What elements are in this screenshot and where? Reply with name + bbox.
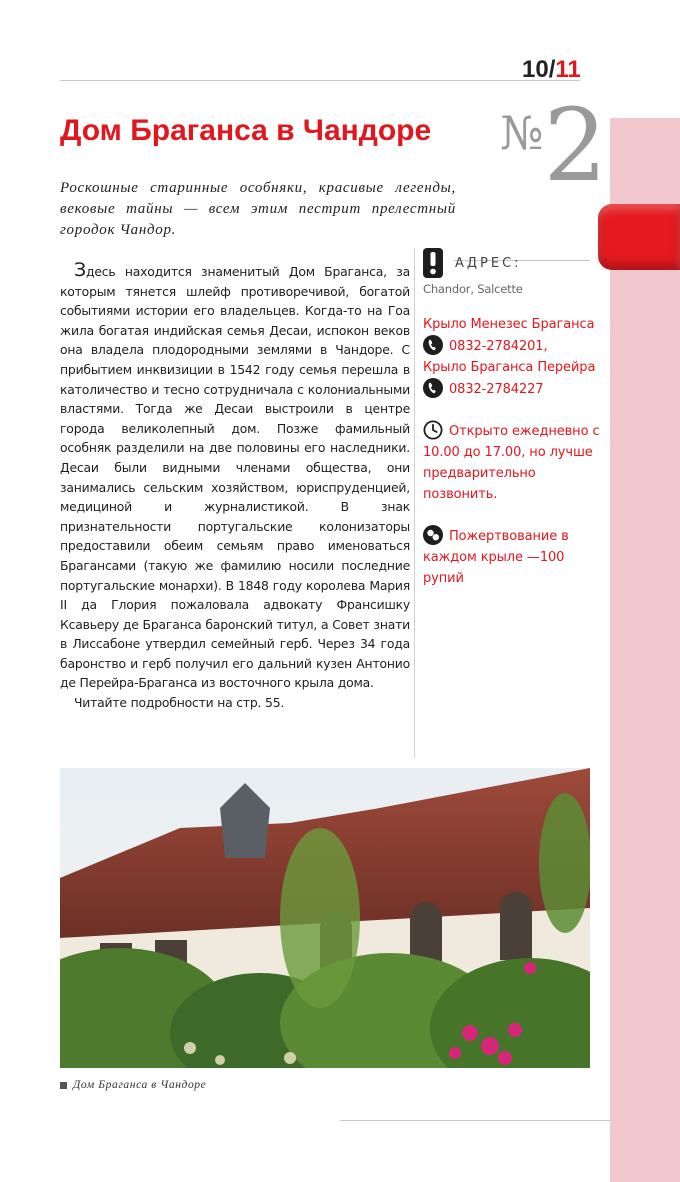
info-sidebar (423, 248, 603, 589)
wing-name: Крыло Браганса Перейра (423, 360, 596, 375)
column-divider (414, 248, 415, 758)
page-number-next: 11 (555, 56, 581, 83)
photo-caption-text: Дом Браганса в Чандоре (73, 1079, 207, 1091)
header-rule (60, 80, 580, 81)
page-title: Дом Браганса в Чандоре (60, 114, 432, 147)
contacts (423, 314, 603, 400)
address-heading (423, 248, 603, 278)
main-article (60, 259, 410, 713)
opening-hours (423, 420, 603, 505)
photo-caption (60, 1079, 206, 1091)
phone-icon (423, 335, 443, 355)
article-cross-reference: Читайте подробности на стр. 55. (74, 695, 285, 711)
caption-marker (60, 1082, 67, 1089)
section-thumb-tab[interactable] (598, 204, 680, 270)
phone-line (423, 335, 603, 357)
phone-icon (423, 378, 443, 398)
lead-paragraph: Роскошные старинные особняки, красивые легенды, вековые тайны — всем этим пестрит прелестный городок Чандор. (60, 180, 456, 238)
number-sign: № (500, 106, 544, 160)
footer-rule (340, 1120, 610, 1121)
admission-fee-text: Пожертвование в каждом крыле —100 рупий (423, 529, 569, 586)
page-number (522, 56, 581, 84)
phone-line (423, 378, 603, 400)
admission-fee (423, 525, 603, 589)
phone-number: 0832-2784227 (449, 382, 544, 397)
wing-name: Крыло Менезес Браганса (423, 317, 595, 332)
article-paragraph (60, 259, 410, 693)
phone-number: 0832-2784201, (449, 339, 548, 354)
number-value: 2 (543, 87, 608, 204)
coins-icon (423, 525, 443, 545)
opening-hours-text: Открыто ежедневно с 10.00 до 17.00, но лучше предварительно позвонить. (423, 424, 600, 502)
page-number-current: 10/ (522, 56, 556, 83)
address-value: Chandor, Salcette (423, 282, 523, 296)
article-paragraph-text: десь находится знаменитый Дом Браганса, за которым тянется шлейф противоречивой, богатой событиями истории его владельцев. Когда-то на Гоа жила богатая индийская семья Десаи, испокон веков она владела плодородными землями в Чандоре. С прибытием инквизиции в 1542 году семья перешла в католичество и тесно сотрудничала с колониальными властями. Тогда же Десаи выстроили в центре города великолепный дом. Позже фамильный особняк разделили на две половины его наследники. Десаи были видными членами общества, они занимались сельским хозяйством, юриспруденцией, медициной и журналистикой. В знак признательности португальские колонизаторы предоставили обеим семьям право именоваться Брагансами (такую же фамилию носили последние португальские монархи). В 1848 году королева Мария II да Глория пожаловала адвокату Франсишку Ксавьеру де Браганса баронский титул, а Совет знати в Лиссабоне утвердил семейный герб. Через 34 года баронство и герб получил его дальний кузен Антонио де Перейра-Браганса из восточного крыла дома. (60, 264, 410, 691)
exclamation-icon (423, 248, 443, 278)
clock-icon (423, 420, 443, 440)
side-color-strip (610, 118, 680, 1182)
place-number (500, 87, 608, 204)
address-label: АДРЕС: (455, 255, 522, 271)
house-photo (60, 768, 590, 1068)
first-letter: З (74, 259, 86, 281)
